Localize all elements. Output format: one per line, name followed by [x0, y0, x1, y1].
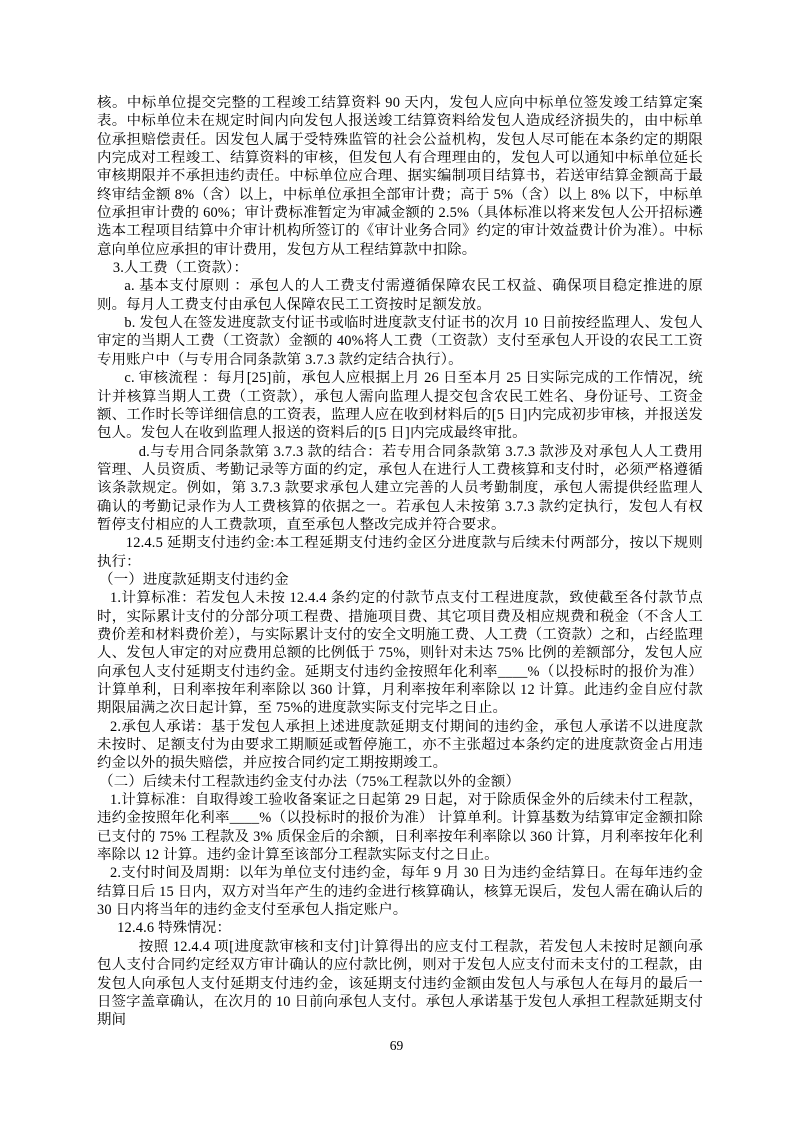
subheading-progress-payment-penalty: （一）进度款延期支付违约金 — [99, 571, 289, 588]
paragraph-contractor-commitment: 2.承包人承诺：基于发包人承担上述进度款延期支付期间的违约金，承包人承诺不以进度款未按时、足额支付为由要求工期顺延或暂停施工，亦不主张超过本条约定的进度款资金占用违约金以外的损失赔偿，并应按合同约定工期按期竣工。 — [97, 718, 703, 772]
document-body — [97, 94, 703, 1030]
paragraph-item-b-payment-to-account: b. 发包人在签发进度款支付证书或临时进度款支付证书的次月 10 日前按经监理人、发包人审定的当期人工费（工资款）金额的 40%将人工费（工资款）支付至承包人开设的农民工工资专用账户中（与专用合同条款第 3.7.3 款约定结合执行）。 — [97, 315, 703, 368]
paragraph-payment-time-cycle: 2.支付时间及周期：以年为单位支付违约金，每年 9 月 30 日为违约金结算日。在每年违约金结算日后 15 日内，双方对当年产生的违约金进行核算确认，核算无误后，发包人需在确认后的 30 日内将当年的违约金支付至承包人指定账户。 — [97, 865, 704, 919]
paragraph-penalty-calc-standard-1: 1.计算标准：若发包人未按 12.4.4 条约定的付款节点支付工程进度款，致使截至各付款节点时，实际累计支付的分部分项工程费、措施项目费、其它项目费及相应规费和税金（不含人工费价差和材料费价差），与实际累计支付的安全文明施工费、人工费（工资款）之和，占经监理人、发包人审定的对应费用总额的比例低于 75%，则针对未达 75% 比例的差额部分，发包人应向承包人支付延期支付违约金。延期支付违约金按照年化利率____%（以投标时的报价为准） 计算单利，日利率按年利率除以 360 计算，月利率按年利率除以 12 计算。此违约金自应付款期限届满之次日起计算，至 75%的进度款实际支付完毕之日止。 — [97, 590, 703, 717]
paragraph-settlement-review-continued: 核。中标单位提交完整的工程竣工结算资料 90 天内，发包人应向中标单位签发竣工结算定案表。中标单位未在规定时间内向发包人报送竣工结算资料给发包人造成经济损失的，由中标单位承担赔偿责任。因发包人属于受特殊监管的社会公益机构，发包人尽可能在本条约定的期限内完成对工程竣工、结算资料的审核，但发包人有合理理由的，发包人可以通知中标单位延长审核期限并不承担违约责任。中标单位应合理、据实编制项目结算书，若送审结算金额高于最终审结金额 8%（含）以上，中标单位承担全部审计费；高于 5%（含）以上 8% 以下，中标单位承担审计费的 60%；审计费标准暂定为审减金额的 2.5%（具体标准以将来发包人公开招标遴选本工程项目结算中介审计机构所签订的《审计业务合同》约定的审计效益费计价为准）。中标意向单位应承担的审计费用，发包方从工程结算款中扣除。 — [97, 95, 703, 258]
subheading-remaining-payment-penalty: （二）后续未付工程款违约金支付办法（75%工程款以外的金额） — [99, 773, 521, 790]
paragraph-item-a-basic-principle: a. 基本支付原则 ：承包人的人工费支付需遵循保障农民工权益、确保项目稳定推进的原则。每月人工费支付由承包人保障农民工工资按时足额发放。 — [97, 278, 703, 313]
heading-labor-cost: 3.人工费（工资款）： — [112, 260, 249, 277]
paragraph-special-case: 按照 12.4.4 项[进度款审核和支付]计算得出的应支付工程款，若发包人未按时足额向承包人支付合同约定经双方审计确认的应付款比例，则对于发包人应支付而未支付的工程款，由发包人向承包人支付延期支付违约金，该延期支付违约金额由发包人与承包人在每月的最后一日签字盖章确认，在次月的 10 日前向承包人支付。承包人承诺基于发包人承担工程款延期支付期间 — [97, 938, 704, 1029]
clause-12-4-6-heading: 12.4.6 特殊情况： — [117, 920, 232, 937]
paragraph-item-c-review-process: c. 审核流程 ：每月[25]前，承包人应根据上月 26 日至本月 25 日实际完成的工作情况，统计并核算当期人工费（工资款），承包人需向监理人提交包含农民工姓名、身份证号、工资金额、工作时长等详细信息的工资表，监理人应在收到材料后的[5 日]内完成初步审核，并报送发包人。发包人在收到监理人报送的资料后的[5 日]内完成最终审批。 — [97, 370, 703, 442]
paragraph-penalty-calc-standard-2: 1.计算标准：自取得竣工验收备案证之日起第 29 日起，对于除质保金外的后续未付工程款，违约金按照年化利率____%（以投标时的报价为准） 计算单利。计算基数为结算审定金额扣除已支付的 75% 工程款及 3% 质保金后的余额，日利率按年利率除以 360 计算，月利率按年化利率除以 12 计算。违约金计算至该部分工程款实际支付之日止。 — [97, 792, 703, 864]
paragraph-item-d-clause-373-link: d.与专用合同条款第 3.7.3 款的结合：若专用合同条款第 3.7.3 款涉及对承包人人工费用管理、人员资质、考勤记录等方面的约定，承包人在进行人工费核算和支付时，必须严格遵循该条款规定。例如，第 3.7.3 款要求承包人建立完善的人员考勤制度，承包人需提供经监理人确认的考勤记录作为人工费核算的依据之一。若承包人未按第 3.7.3 款约定执行，发包人有权暂停支付相应的人工费款项，直至承包人整改完成并符合要求。 — [97, 443, 703, 533]
page-number: 69 — [389, 1038, 404, 1053]
clause-12-4-5-heading: 12.4.5 延期支付违约金:本工程延期支付违约金区分进度款与后续未付两部分，按以下规则执行： — [97, 535, 703, 570]
